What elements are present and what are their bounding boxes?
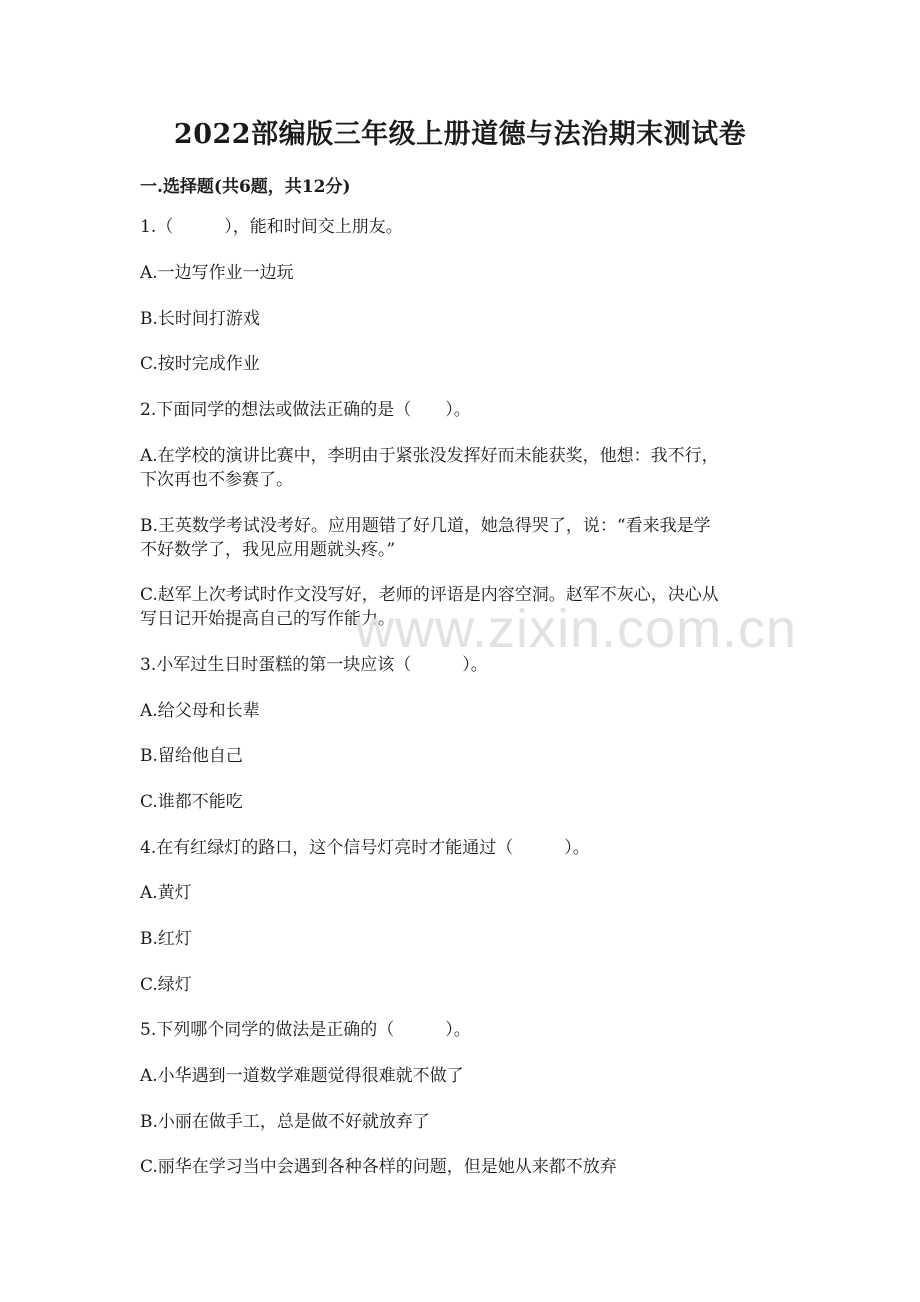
question-3-option-b: B.留给他自己: [140, 746, 243, 766]
question-4-option-c: C.绿灯: [140, 975, 192, 995]
question-1-option-b: B.长时间打游戏: [140, 309, 260, 329]
section-heading: 一.选择题(共6题，共12分): [140, 177, 351, 197]
question-2-option-b-line-1: B.王英数学考试没考好。应用题错了好几道，她急得哭了，说：“看来我是学: [140, 516, 711, 536]
question-2-option-a-line-2: 下次再也不参赛了。: [140, 470, 293, 490]
watermark: www.zixin.com.cn: [355, 599, 798, 659]
question-1-stem: 1.（ ），能和时间交上朋友。: [140, 217, 403, 237]
question-4-option-a: A.黄灯: [140, 883, 192, 903]
question-1-option-a: A.一边写作业一边玩: [140, 263, 294, 283]
page-title: 2022部编版三年级上册道德与法治期末测试卷: [173, 119, 747, 150]
question-2-option-c-line-2: 写日记开始提高自己的写作能力。: [140, 609, 395, 629]
question-5-stem: 5.下列哪个同学的做法是正确的（ ）。: [140, 1020, 471, 1040]
question-1-option-c: C.按时完成作业: [140, 354, 260, 374]
question-3-option-c: C.谁都不能吃: [140, 792, 243, 812]
question-5-option-c: C.丽华在学习当中会遇到各种各样的问题，但是她从来都不放弃: [140, 1157, 617, 1177]
question-2-option-a-line-1: A.在学校的演讲比赛中，李明由于紧张没发挥好而未能获奖，他想：我不行，: [140, 446, 719, 466]
question-4-stem: 4.在有红绿灯的路口，这个信号灯亮时才能通过（ ）。: [140, 838, 590, 858]
question-3-stem: 3.小军过生日时蛋糕的第一块应该（ ）。: [140, 655, 488, 675]
question-4-option-b: B.红灯: [140, 929, 192, 949]
question-5-option-a: A.小华遇到一道数学难题觉得很难就不做了: [140, 1066, 464, 1086]
question-2-stem: 2.下面同学的想法或做法正确的是（ ）。: [140, 400, 471, 420]
question-2-option-c-line-1: C.赵军上次考试时作文没写好，老师的评语是内容空洞。赵军不灰心，决心从: [140, 585, 719, 605]
question-5-option-b: B.小丽在做手工，总是做不好就放弃了: [140, 1112, 430, 1132]
question-2-option-b-line-2: 不好数学了，我见应用题就头疼。”: [140, 540, 396, 560]
question-3-option-a: A.给父母和长辈: [140, 701, 260, 721]
